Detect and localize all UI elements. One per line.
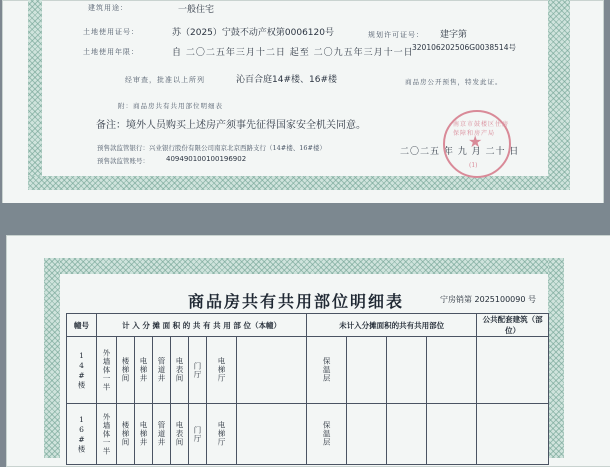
empty-cell [477, 337, 549, 404]
col-header-public: 公共配套建筑（部位） [477, 314, 549, 337]
attachment-note: 附：商品房共有共用部位明细表 [118, 102, 223, 110]
building-use-label: 建筑用途： [88, 4, 128, 12]
shared-item: 电梯井 [135, 337, 153, 404]
shared-item: 外墙体一半 [97, 337, 117, 404]
empty-cell [427, 404, 477, 465]
supervisor-bank: 预售款监管银行：兴业银行股份有限公司南京北京西路支行（14#楼、16#楼） [97, 144, 326, 152]
star-icon: ★ [468, 132, 483, 151]
plan-permit-label: 规划许可证号： [368, 31, 424, 39]
land-term-value: 自 二〇二五年三月十二日 起至 二〇九五年三月十一日 [172, 48, 414, 58]
page-gap [0, 203, 610, 235]
table-title: 商品房共有共用部位明细表 [188, 292, 405, 311]
shared-item: 门厅 [189, 337, 207, 404]
guilloche-border-left-2 [44, 258, 60, 458]
shared-parts-table [66, 313, 549, 465]
shared-item: 管道井 [153, 404, 171, 465]
empty-cell [237, 337, 307, 404]
guilloche-border-bottom [28, 176, 570, 190]
table-header-row [67, 314, 549, 337]
guilloche-border-right [548, 0, 570, 190]
approval-suffix: 商品房公开预售，特发此证。 [405, 78, 503, 86]
shared-item: 楼梯间 [117, 337, 135, 404]
empty-cell [387, 337, 427, 404]
shared-item: 电梯井 [135, 404, 153, 465]
document-number: 宁房销第 2025100090 号 [440, 295, 536, 304]
building-cell: 16#楼 [67, 404, 97, 465]
empty-cell [347, 404, 387, 465]
seal-code: (1) [469, 162, 478, 169]
guilloche-border-left [28, 0, 42, 190]
shared-item: 电表间 [171, 337, 189, 404]
empty-cell [477, 404, 549, 465]
shared-item: 电表间 [171, 404, 189, 465]
land-cert-value: 苏（2025）宁鼓不动产权第0006120号 [172, 28, 334, 38]
official-seal [443, 110, 511, 178]
col-header-building: 幢号 [67, 314, 97, 337]
land-cert-label: 土地使用证号： [83, 28, 139, 36]
plan-permit-number: 320106202506G0038514号 [412, 43, 516, 52]
approval-buildings: 沁百合庭14#楼、16#楼 [236, 75, 337, 85]
empty-cell [387, 404, 427, 465]
shared-item: 外墙体一半 [97, 404, 117, 465]
empty-cell [347, 337, 387, 404]
guilloche-border-right-2 [548, 258, 564, 458]
supervisor-account-label: 预售款监管账号： [97, 157, 149, 165]
remark: 备注：境外人员购买上述房产须事先征得国家安全机关同意。 [96, 120, 366, 131]
empty-cell [427, 337, 477, 404]
plan-permit-value: 建字第 [440, 30, 468, 40]
shared-item: 楼梯间 [117, 404, 135, 465]
issue-date: 二〇二五 年 九 月 二十 日 [400, 147, 520, 157]
building-use-value: 一般住宅 [178, 5, 215, 15]
col-header-unshared: 未计入分摊面积的共有共用部位 [307, 314, 477, 337]
unshared-item: 保温层 [307, 404, 347, 465]
unshared-item: 保温层 [307, 337, 347, 404]
col-header-shared: 计 入 分 摊 面 积 的 共 有 共 用 部 位（本幢） [97, 314, 307, 337]
land-term-label: 土地使用年限： [83, 48, 139, 56]
seal-ring-text: 南京市鼓楼区住房保障和房产局 [453, 121, 510, 137]
shared-item: 电梯厅 [207, 404, 237, 465]
shared-item: 门厅 [189, 404, 207, 465]
table-row [67, 337, 549, 404]
approval-text: 经审查，批准以上所列 [125, 76, 205, 84]
table-row [67, 404, 549, 465]
supervisor-account: 409490100100196902 [166, 155, 247, 163]
shared-item: 电梯厅 [207, 337, 237, 404]
guilloche-border-top [44, 258, 564, 274]
empty-cell [237, 404, 307, 465]
building-cell: 14#楼 [67, 337, 97, 404]
shared-item: 管道井 [153, 337, 171, 404]
